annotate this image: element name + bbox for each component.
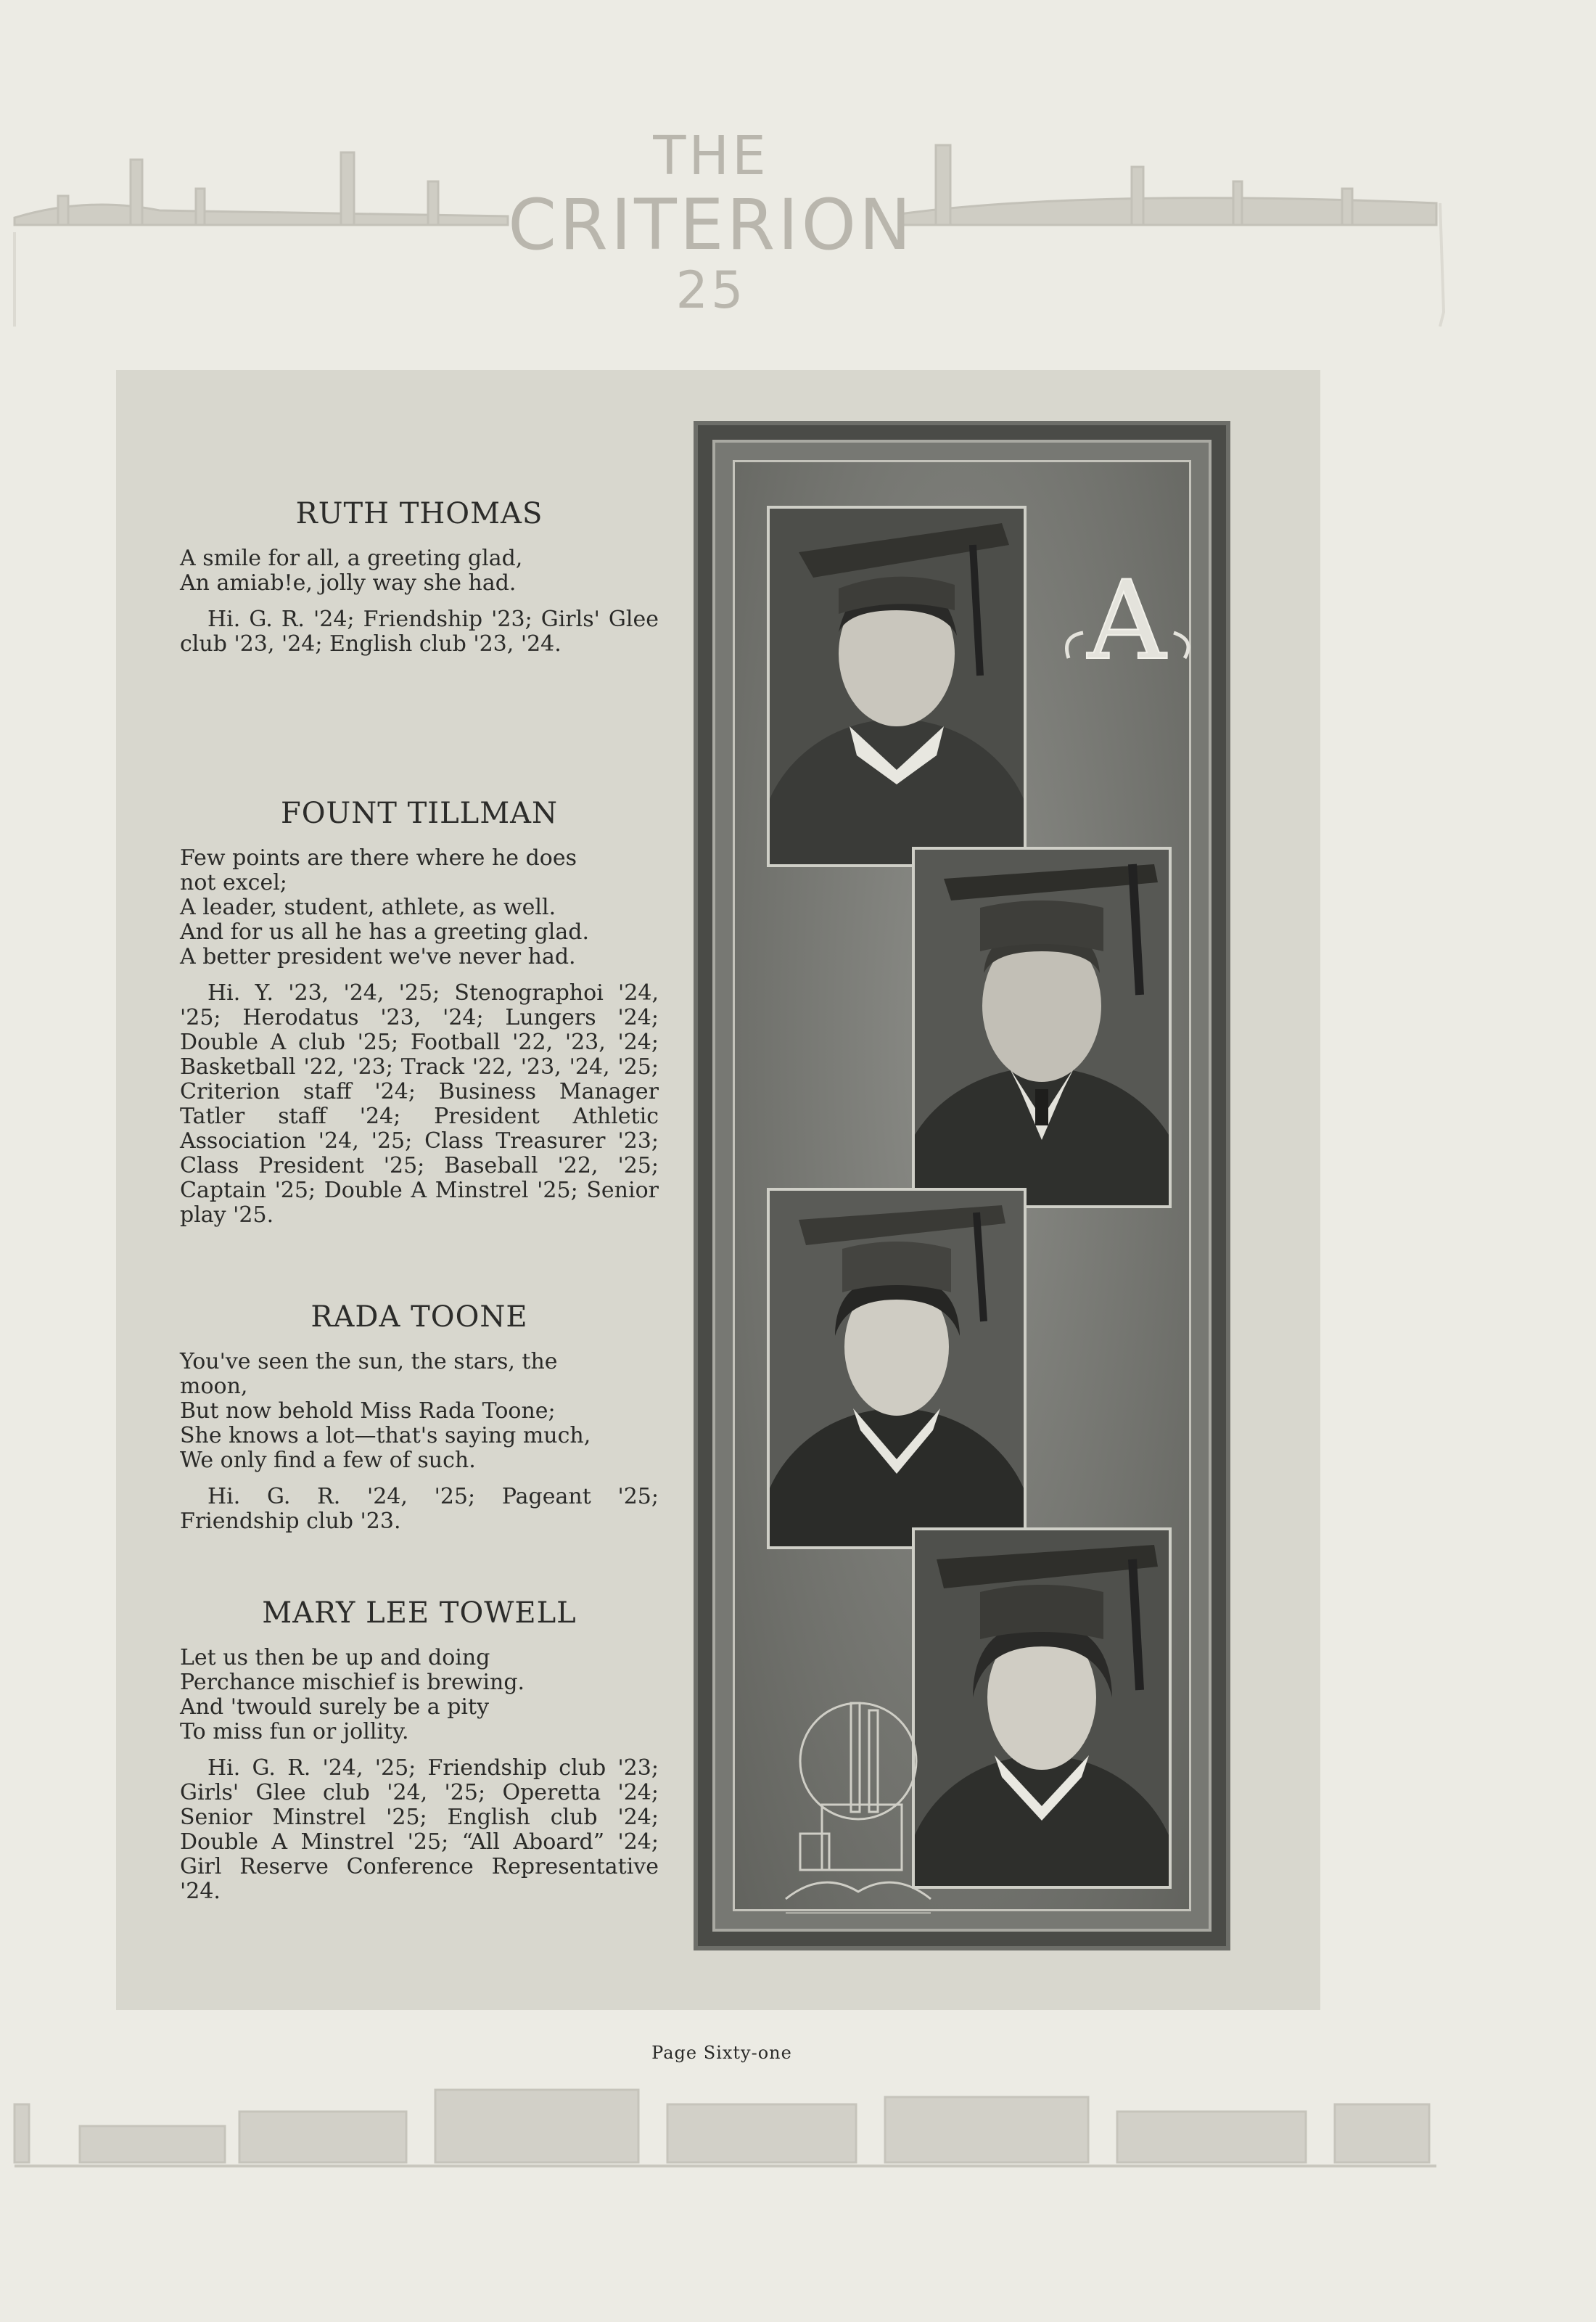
student-name: RADA TOONE xyxy=(310,1300,528,1334)
student-record: Hi. G. R. '24; Friendship '23; Girls' Glee club '23, '24; English club '23, '24. xyxy=(180,607,659,657)
masthead-title: CRITERION xyxy=(508,184,914,266)
content-panel xyxy=(116,370,1320,2010)
student-verse: Few points are there where he does not excel; A leader, student, athlete, as well. And for us all he has a greeting glad. A better president we've never had. xyxy=(180,845,589,969)
portrait-fount-tillman xyxy=(912,847,1172,1208)
student-verse: A smile for all, a greeting glad, An amiab!e, jolly way she had. xyxy=(180,546,523,596)
bio-entry xyxy=(180,1596,659,1904)
bio-entry xyxy=(180,497,659,657)
factory-illustration xyxy=(778,1696,938,1913)
student-name: RUTH THOMAS xyxy=(295,497,543,530)
masthead xyxy=(508,125,914,320)
student-record: Hi. G. R. '24, '25; Pageant '25; Friendship club '23. xyxy=(180,1484,659,1534)
student-verse: You've seen the sun, the stars, the moon, But now behold Miss Rada Toone; She knows a lot—that's saying much, We only find a few of such. xyxy=(180,1349,591,1473)
monogram-letter: A xyxy=(1087,558,1167,684)
portrait-ruth-thomas xyxy=(767,506,1027,867)
bio-entry xyxy=(180,797,659,1228)
student-verse: Let us then be up and doing Perchance mischief is brewing. And 'twould surely be a pity To miss fun or jollity. xyxy=(180,1645,525,1744)
student-name: FOUNT TILLMAN xyxy=(280,797,559,830)
masthead-year: 25 xyxy=(675,260,746,320)
portrait-image xyxy=(770,1191,1024,1546)
monogram-a-emblem xyxy=(1054,549,1199,694)
footer-skyline-art xyxy=(0,2061,1451,2191)
student-record: Hi. G. R. '24, '25; Friendship club '23; Girls' Glee club '24, '25; Operetta '24; Senior Minstrel '25; English club '24; Double A Minstrel '25; “All Aboard” '24; Girl Reserve Conference Representative '24. xyxy=(180,1755,659,1904)
portrait-image xyxy=(915,1530,1169,1886)
bio-entry xyxy=(180,1300,659,1534)
page-number: Page Sixty-one xyxy=(651,2043,792,2063)
masthead-the: THE xyxy=(653,125,769,187)
portrait-rada-toone xyxy=(767,1188,1027,1549)
portrait-image xyxy=(770,509,1024,864)
student-record: Hi. Y. '23, '24, '25; Stenographoi '24, '25; Herodatus '23, '24; Lungers '24; Double A club '25; Football '22, '23, '24; Basketball '22, '23; Track '22, '23, '24, '25; Criterion staff '24; Business Manager Tatler staff '24; President Athletic Association '24, '25; Class Treasurer '23; Class President '25; Baseball '22, '25; Captain '25; Double A Minstrel '25; Senior play '25. xyxy=(180,980,659,1228)
portrait-frame-border xyxy=(712,440,1212,1932)
portrait-frame xyxy=(694,421,1230,1950)
student-name: MARY LEE TOWELL xyxy=(262,1596,577,1630)
portrait-mary-lee-towell xyxy=(912,1527,1172,1889)
portrait-frame-background xyxy=(733,460,1191,1911)
portrait-image xyxy=(915,850,1169,1205)
